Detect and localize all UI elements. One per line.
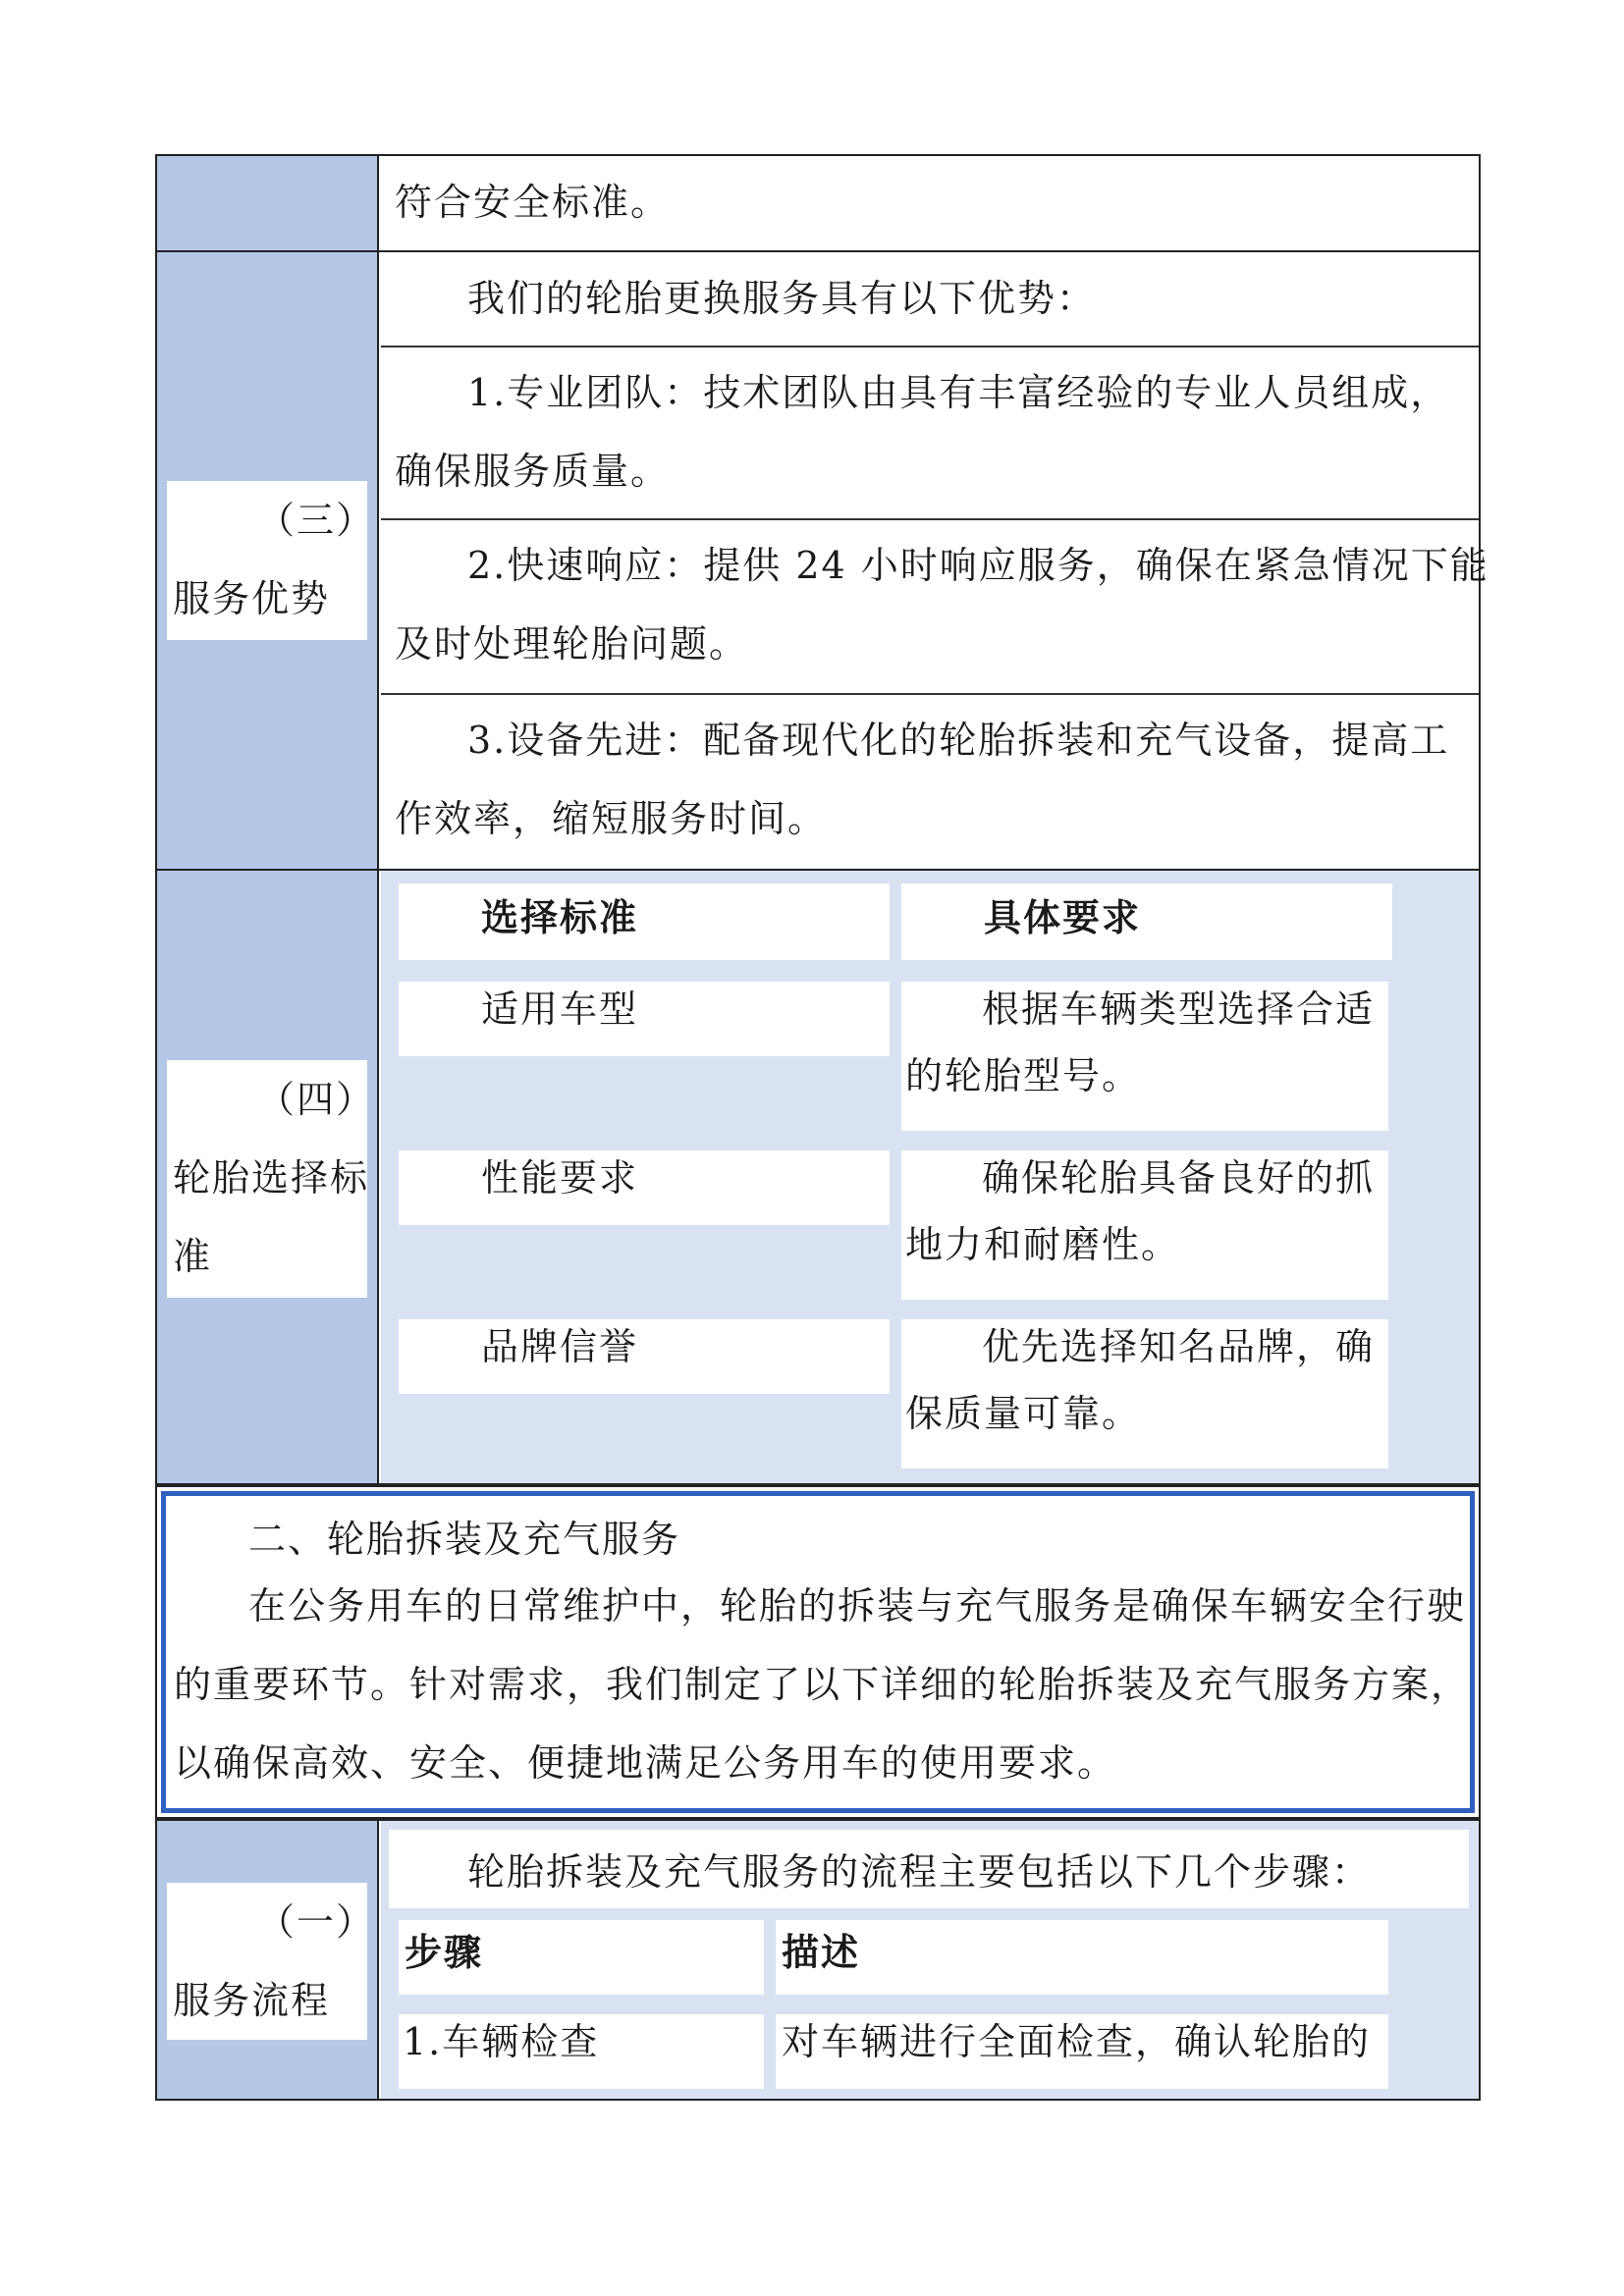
process-header-step-text: 步骤: [405, 1930, 484, 1974]
advantage-item-1-line2: 确保服务质量。: [395, 450, 671, 493]
cell-divider: [381, 693, 1479, 695]
section2-para-line2: 的重要环节。针对需求，我们制定了以下详细的轮胎拆装及充气服务方案，: [174, 1663, 1471, 1706]
advantages-intro-box: [389, 259, 1469, 340]
advantage-item-3-line1: 3.设备先进：配备现代化的轮胎拆装和充气设备，提高工: [467, 719, 1450, 762]
selection-label-box: [167, 1060, 376, 1298]
selection-label-line2: 准: [173, 1235, 213, 1278]
process-header-desc-text: 描述: [782, 1930, 861, 1974]
selection-criterion-1-text: 适用车型: [481, 988, 639, 1031]
advantage-item-2: [389, 526, 1489, 685]
process-intro-box: [389, 1830, 1469, 1908]
selection-header-requirement: [901, 883, 1392, 960]
section2-box: [161, 1491, 1475, 1813]
section2-para-line3: 以确保高效、安全、便捷地满足公务用车的使用要求。: [174, 1741, 1117, 1785]
advantages-label-num: （三）: [257, 499, 376, 542]
advantage-item-3: [389, 701, 1469, 862]
cell-divider: [381, 346, 1479, 347]
advantage-item-2-line2: 及时处理轮胎问题。: [395, 622, 749, 666]
selection-requirement-2-line2: 地力和耐磨性。: [905, 1223, 1181, 1266]
selection-requirement-2: [901, 1150, 1388, 1300]
row-divider: [157, 869, 1479, 871]
process-intro: 轮胎拆装及充气服务的流程主要包括以下几个步骤：: [467, 1850, 1372, 1894]
selection-requirement-3: [901, 1319, 1388, 1468]
selection-header-requirement-text: 具体要求: [984, 895, 1142, 939]
process-step-1-text: 1.车辆检查: [403, 2020, 600, 2063]
selection-requirement-1: [901, 982, 1388, 1131]
process-step-1: [399, 2014, 764, 2089]
process-header-desc: [776, 1920, 1388, 1995]
advantage-item-2-line1: 2.快速响应：提供 24 小时响应服务，确保在紧急情况下能: [467, 544, 1489, 587]
row-divider: [157, 250, 1479, 252]
selection-label-num: （四）: [257, 1078, 376, 1121]
process-desc-1: [776, 2014, 1388, 2089]
selection-criterion-2-text: 性能要求: [481, 1156, 639, 1200]
selection-requirement-3-line2: 保质量可靠。: [905, 1392, 1142, 1435]
advantages-label-text: 服务优势: [173, 577, 331, 620]
selection-criterion-1: [399, 982, 890, 1056]
selection-requirement-3-line1: 优先选择知名品牌，确: [982, 1325, 1376, 1368]
selection-requirement-1-line1: 根据车辆类型选择合适: [982, 988, 1376, 1031]
process-label-num: （一）: [257, 1900, 376, 1944]
selection-header-criterion: [399, 883, 890, 960]
process-label-box: [167, 1883, 376, 2040]
advantages-label-box: [167, 481, 376, 640]
cell-divider: [381, 518, 1479, 520]
selection-criterion-3: [399, 1319, 890, 1394]
process-label-text: 服务流程: [173, 1979, 331, 2022]
row1-text-box: [389, 163, 1469, 245]
advantage-item-1-line1: 1.专业团队：技术团队由具有丰富经验的专业人员组成，: [467, 371, 1450, 414]
selection-requirement-1-line2: 的轮胎型号。: [905, 1054, 1142, 1097]
process-header-step: [399, 1920, 764, 1995]
process-desc-1-text: 对车辆进行全面检查，确认轮胎的: [782, 2020, 1372, 2063]
row1-text: 符合安全标准。: [395, 181, 671, 224]
section2-heading: 二、轮胎拆装及充气服务: [248, 1518, 681, 1561]
advantages-intro: 我们的轮胎更换服务具有以下优势：: [467, 277, 1097, 320]
selection-criterion-3-text: 品牌信誉: [481, 1325, 639, 1368]
advantage-item-1: [389, 353, 1469, 512]
selection-label-line1: 轮胎选择标: [173, 1156, 370, 1200]
selection-requirement-2-line1: 确保轮胎具备良好的抓: [982, 1156, 1376, 1200]
advantage-item-3-line2: 作效率，缩短服务时间。: [395, 797, 828, 840]
selection-criterion-2: [399, 1150, 890, 1225]
section2-para-line1: 在公务用车的日常维护中，轮胎的拆装与充气服务是确保车辆安全行驶: [248, 1584, 1467, 1628]
selection-header-criterion-text: 选择标准: [481, 895, 639, 939]
